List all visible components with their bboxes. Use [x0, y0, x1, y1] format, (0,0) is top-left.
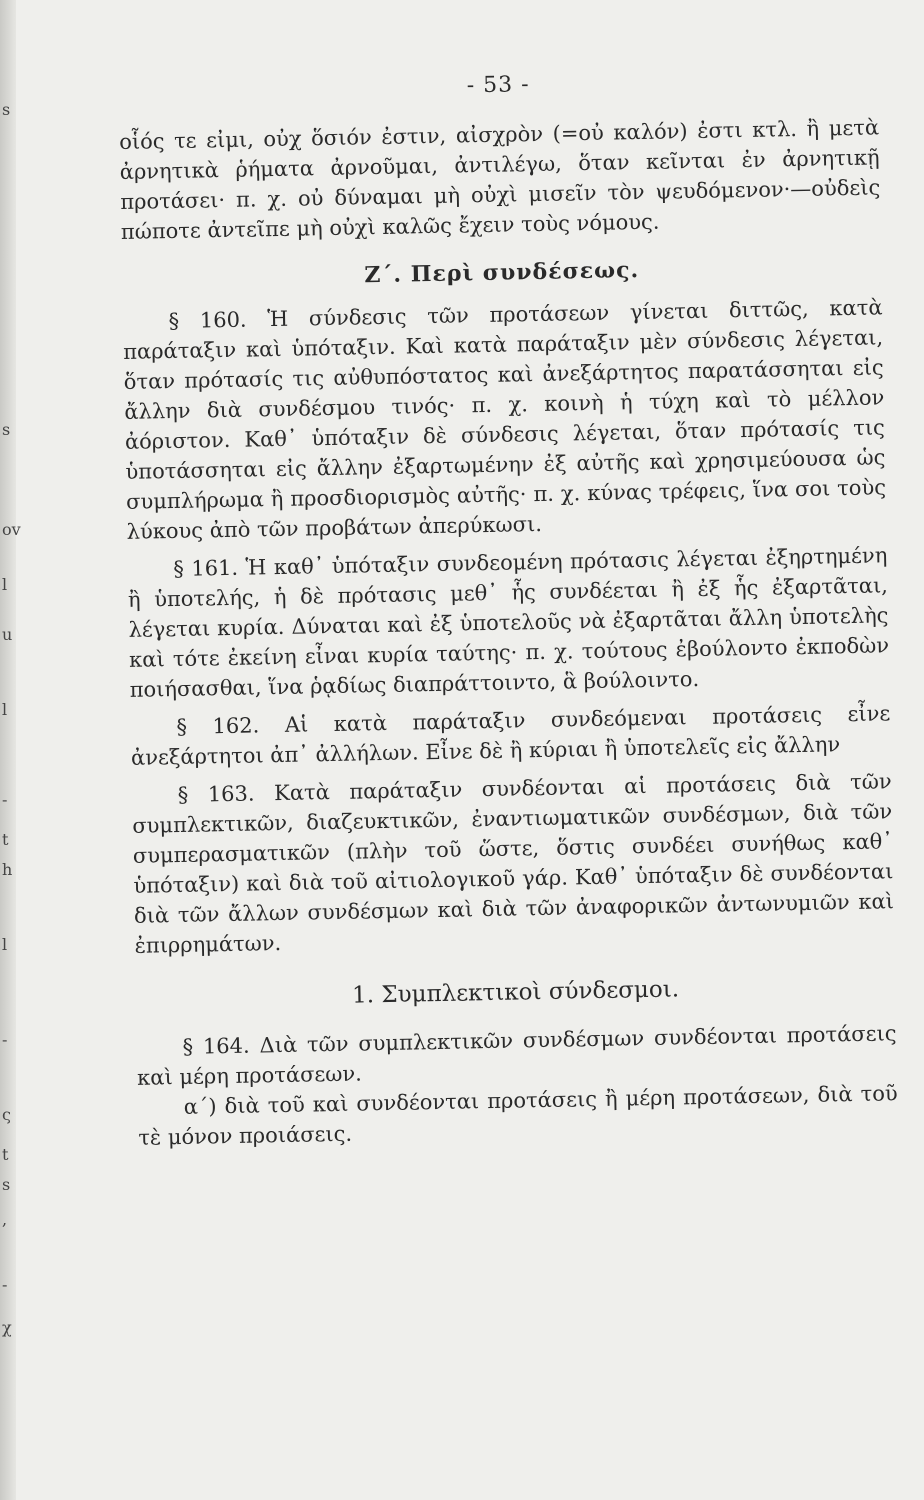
- margin-mark: ,: [2, 1210, 8, 1229]
- margin-mark: -: [2, 1030, 8, 1049]
- margin-mark: t: [2, 1145, 9, 1164]
- subheading: 1. Συμπλεκτικοὶ σύνδεσμοι.: [351, 976, 680, 1009]
- margin-mark: u: [2, 625, 13, 644]
- margin-mark: ov: [2, 520, 21, 539]
- margin-mark: -: [2, 1275, 8, 1294]
- margin-mark: l: [2, 700, 8, 719]
- margin-mark: s: [2, 1175, 11, 1194]
- margin-mark: l: [2, 575, 8, 594]
- page-body: [118, 65, 898, 1152]
- page-number: - 53 -: [466, 72, 530, 99]
- margin-mark: s: [2, 420, 11, 439]
- intro-paragraph: οἷός τε εἰμι, οὐχ ὅσιόν ἐστιν, αἰσχρὸν (=οὐ καλόν) ἐστι κτλ. ἢ μετὰ ἀρνητικὰ ῥήματα ἀρνοῦμαι, ἀντιλέγω, ὅταν κεῖνται ἐν ἀρνητικῇ προτάσει· π. χ. οὐ δύναμαι μὴ οὐχὶ μισεῖν τὸν ψευδόμενον·—οὐδεὶς πώποτε ἀντεῖπε μὴ οὐχὶ καλῶς ἔχειν τοὺς νόμους.: [118, 115, 881, 244]
- paragraph-162: § 162. Αἱ κατὰ παράταξιν συνδεόμεναι προτάσεις εἶνε ἀνεξάρτητοι ἀπ᾽ ἀλλήλων. Εἶνε δὲ ἢ κύριαι ἢ ὑποτελεῖς εἰς ἄλλην: [130, 701, 891, 770]
- margin-mark: t: [2, 830, 9, 849]
- margin-mark: s: [2, 100, 11, 119]
- margin-mark: ς: [2, 1105, 11, 1124]
- paragraph-163: § 163. Κατὰ παράταξιν συνδέονται αἱ προτάσεις διὰ τῶν συμπλεκτικῶν, διαζευκτικῶν, ἐναντιωματικῶν συνδέσμων, διὰ τῶν συμπερασματικῶν (πλὴν τοῦ ὥστε, ὅστις συνδέει συνήθως καθ᾽ ὑπόταξιν) καὶ διὰ τοῦ αἰτιολογικοῦ γάρ. Καθ᾽ ὑπόταξιν δὲ συνδέονται διὰ τῶν ἄλλων συνδέσμων καὶ διὰ τῶν ἀναφορικῶν ἀντωνυμιῶν καὶ ἐπιρρημάτων.: [132, 769, 895, 958]
- margin-mark: l: [2, 935, 8, 954]
- paragraph-164a: α΄) διὰ τοῦ καὶ συνδέονται προτάσεις ἢ μέρη προτάσεων, διὰ τοῦ τὲ μόνον προιάσεις.: [138, 1081, 898, 1150]
- section-title: Ζ΄. Περὶ συνδέσεως.: [364, 257, 640, 289]
- paragraph-161: § 161. Ἡ καθ᾽ ὑπόταξιν συνδεομένη πρότασις λέγεται ἐξηρτημένη ἢ ὑποτελής, ἡ δὲ πρότασις μεθ᾽ ἧς συνδέεται ἢ ἐξ ἧς ἐξαρτᾶται, λέγεται κυρία. Δύναται καὶ ἐξ ὑποτελοῦς νὰ ἐξαρτᾶται ἄλλη ὑποτελὴς καὶ τότε ἐκείνη εἶναι κυρία ταύτης· π. χ. τούτους ἐβούλοντο ἐκποδὼν ποιήσασθαι, ἵνα ῥᾳδίως διαπράττοιντο, ἃ βούλοιντο.: [127, 543, 890, 702]
- margin-mark: -: [2, 790, 8, 809]
- margin-mark: χ: [2, 1318, 12, 1337]
- paragraph-160: § 160. Ἡ σύνδεσις τῶν προτάσεων γίνεται διττῶς, κατὰ παράταξιν καὶ ὑπόταξιν. Καὶ κατὰ παράταξιν μὲν σύνδεσις λέγεται, ὅταν πρότασίς τις αὐθυπόστατος καὶ ἀνεξάρτητος παρατάσσηται εἰς ἄλλην διὰ συνδέσμου τινός· π. χ. κοινὴ ἡ τύχη καὶ τὸ μέλλον ἀόριστον. Καθ᾽ ὑπόταξιν δὲ σύνδεσις λέγεται, ὅταν πρότασίς τις ὑποτάσσηται εἰς ἄλλην ἐξαρτωμένην ἐξ αὐτῆς καὶ χρησιμεύουσα ὡς συμπλήρωμα ἢ προσδιορισμὸς αὐτῆς· π. χ. κύνας τρέφεις, ἵνα σοι τοὺς λύκους ἀπὸ τῶν προβάτων ἀπερύκωσι.: [122, 295, 887, 544]
- margin-mark: h: [2, 860, 13, 879]
- paragraph-164: § 164. Διὰ τῶν συμπλεκτικῶν συνδέσμων συνδέονται προτάσεις καὶ μέρη προτάσεων.: [136, 1021, 897, 1090]
